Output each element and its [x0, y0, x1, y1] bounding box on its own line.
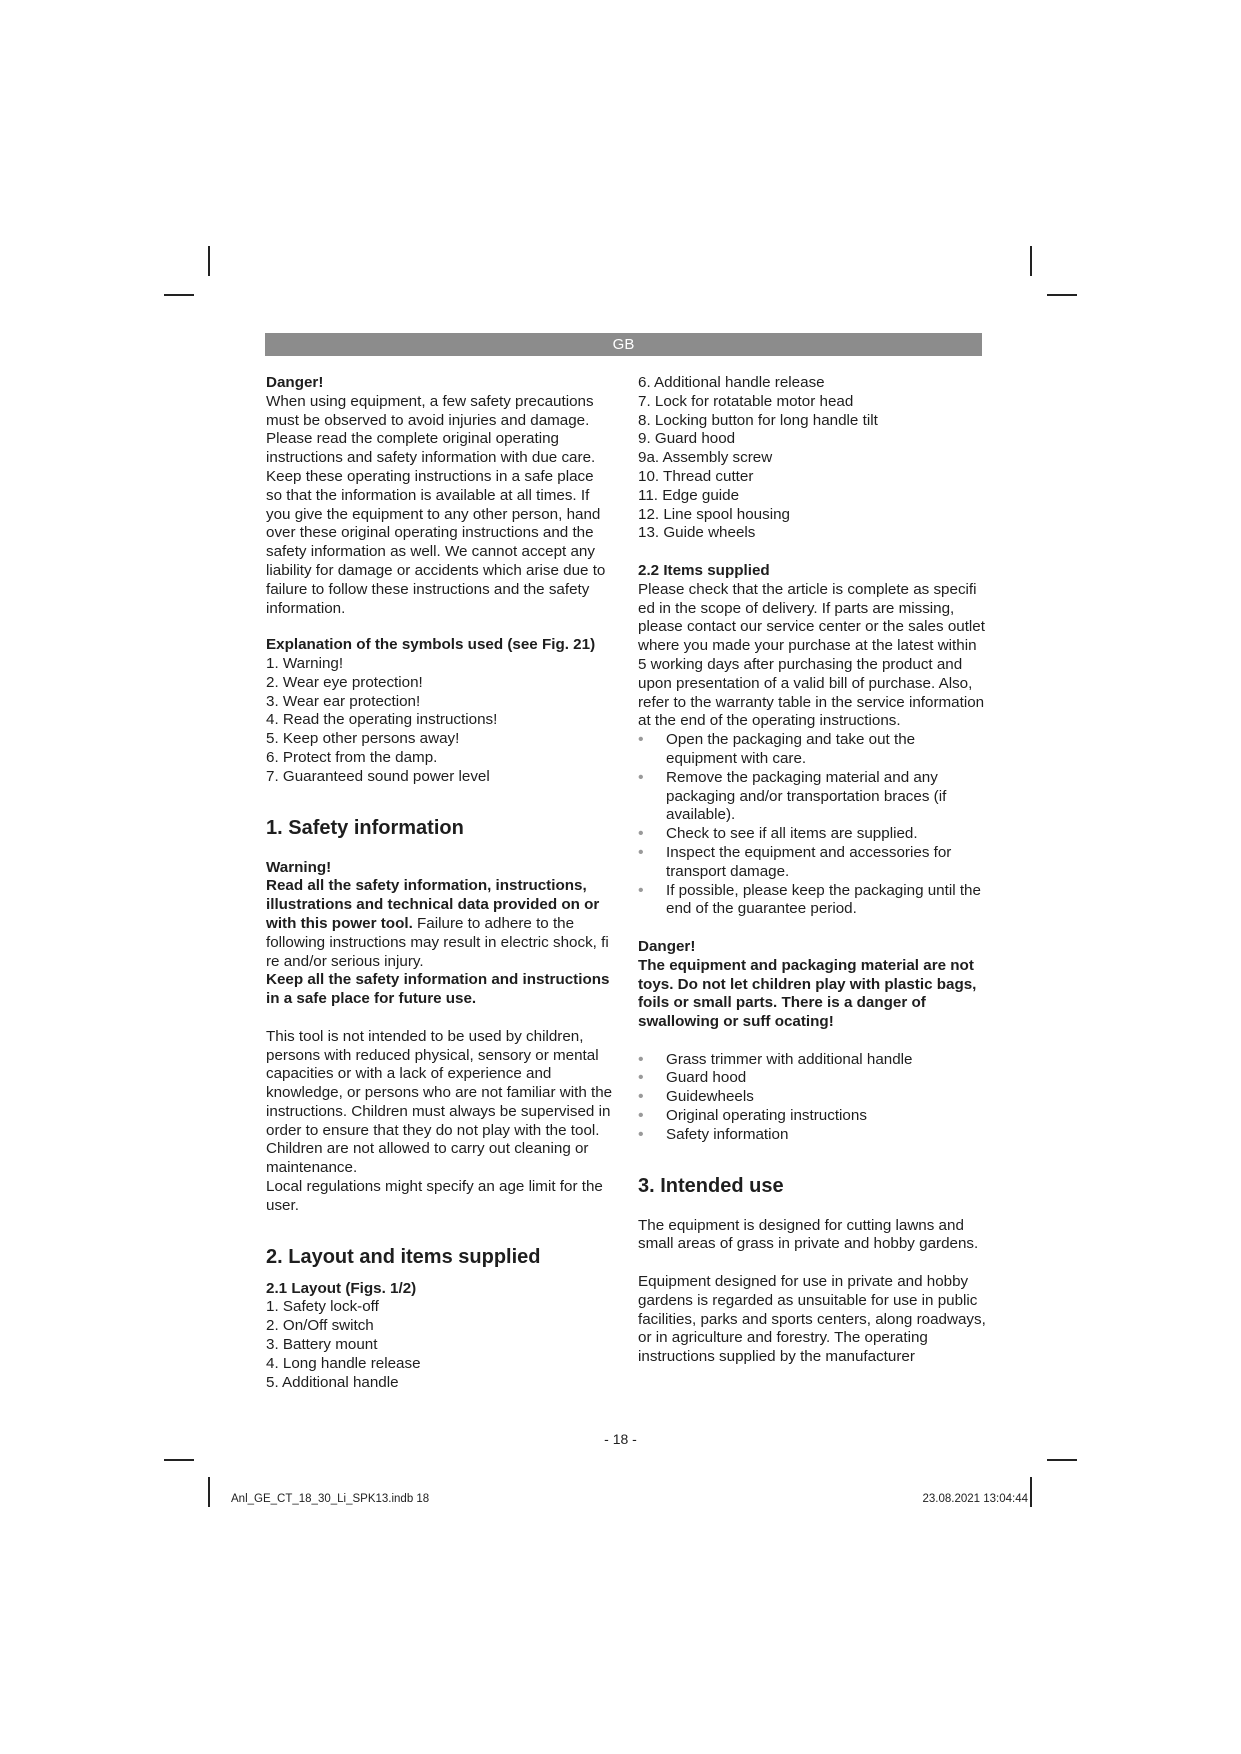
section-3-heading: 3. Intended use	[638, 1174, 784, 1197]
list-item: • Safety information	[638, 1126, 986, 1145]
list-item: 5. Keep other persons away!	[266, 730, 460, 748]
list-item: 7. Guaranteed sound power level	[266, 767, 490, 785]
crop-mark	[1047, 1459, 1077, 1461]
items-supplied-paragraph: Please check that the article is complete as specifi ed in the scope of delivery. If parts are missing, please contact our service center or the sales outlet where you made your purchase at the latest within 5 working days after purchasing the product and upon presentation of a valid bill of purchase. Also, refer to the warranty table in the service information at the end of the operating instructions.	[638, 580, 985, 730]
language-header-bar	[265, 333, 982, 356]
crop-mark	[164, 294, 194, 296]
list-item: 10. Thread cutter	[638, 467, 754, 485]
list-item: 3. Battery mount	[266, 1336, 378, 1354]
list-item: 2. Wear eye protection!	[266, 673, 423, 691]
list-item: 5. Additional handle	[266, 1373, 399, 1391]
page-number: - 18 -	[604, 1431, 637, 1447]
intended-use-paragraph-2: Equipment designed for use in private and hobby gardens is regarded as unsuitable for use in public facilities, parks and sports centers, along roadways, or in agriculture and forestry. The operating instructions supplied by the manufacturer	[638, 1273, 986, 1366]
list-item: 12. Line spool housing	[638, 505, 790, 523]
section-1-heading: 1. Safety information	[266, 816, 464, 839]
footer-file-name: Anl_GE_CT_18_30_Li_SPK13.indb 18	[231, 1493, 430, 1505]
footer-timestamp: 23.08.2021 13:04:44	[922, 1493, 1028, 1505]
list-item: • Grass trimmer with additional handle	[638, 1051, 986, 1070]
crop-mark	[1030, 246, 1032, 276]
list-item: 9. Guard hood	[638, 430, 736, 448]
danger-heading: Danger!	[266, 374, 324, 391]
language-tab: GB	[612, 336, 635, 353]
local-regulations-paragraph: Local regulations might specify an age limit for the user.	[266, 1178, 603, 1214]
list-item: 4. Long handle release	[266, 1354, 421, 1372]
list-item: • Guard hood	[638, 1069, 986, 1088]
layout-list	[266, 1298, 613, 1392]
crop-mark	[1030, 1477, 1032, 1507]
crop-mark	[208, 246, 210, 276]
list-item: 1. Warning!	[266, 654, 344, 672]
list-item: 9a. Assembly screw	[638, 449, 773, 467]
list-item: • If possible, please keep the packaging until the end of the guarantee period.	[638, 882, 986, 920]
list-item: • Original operating instructions	[638, 1107, 986, 1126]
warning-paragraph	[266, 877, 613, 971]
list-item: 4. Read the operating instructions!	[266, 711, 498, 729]
keep-safe-notice: Keep all the safety information and instructions in a safe place for future use.	[266, 971, 610, 1008]
danger-paragraph: When using equipment, a few safety precautions must be observed to avoid injuries and damage. Please read the complete original operating instructions and safety information with due care. Keep these operating instructions in a safe place so that the information is available at all times. If you give the equipment to any other person, hand over these original operating instructions and the safety information as well. We cannot accept any liability for damage or accidents which arise due to failure to follow these instructions and the safety information.	[266, 392, 606, 617]
unpacking-list	[638, 731, 986, 919]
warning-bold-text: Read all the safety information, instructions, illustrations and technical data provided on or with this power tool.	[266, 877, 600, 932]
list-item: 6. Additional handle release	[638, 374, 825, 391]
list-item: 8. Locking button for long handle tilt	[638, 411, 878, 429]
right-column	[638, 374, 986, 1367]
list-item: 7. Lock for rotatable motor head	[638, 392, 854, 410]
crop-mark	[164, 1459, 194, 1461]
warning-heading: Warning!	[266, 858, 332, 876]
intended-use-paragraph-1: The equipment is designed for cutting lawns and small areas of grass in private and hobby gardens.	[638, 1216, 979, 1253]
danger-paragraph-2: The equipment and packaging material are not toys. Do not let children play with plastic bags, foils or small parts. There is a danger of swallowing or suff ocating!	[638, 956, 977, 1031]
left-column	[266, 374, 613, 1392]
items-supplied-heading: 2.2 Items supplied	[638, 561, 770, 579]
list-item: 3. Wear ear protection!	[266, 692, 421, 710]
list-item: 2. On/Off switch	[266, 1317, 374, 1335]
crop-mark	[208, 1477, 210, 1507]
list-item: 13. Guide wheels	[638, 524, 756, 542]
list-item: • Inspect the equipment and accessories for transport damage.	[638, 844, 986, 882]
list-item: • Open the packaging and take out the equipment with care.	[638, 731, 986, 769]
layout-list-continued	[638, 374, 986, 543]
section-2-heading: 2. Layout and items supplied	[266, 1245, 541, 1268]
list-item: • Remove the packaging material and any packaging and/or transportation braces (if available).	[638, 769, 986, 825]
list-item: • Guidewheels	[638, 1088, 986, 1107]
children-paragraph: This tool is not intended to be used by children, persons with reduced physical, sensory or mental capacities or with a lack of experience and knowledge, or persons who are not familiar with the instructions. Children must always be supervised in order to ensure that they do not play with the tool. Children are not allowed to carry out cleaning or maintenance.	[266, 1027, 613, 1177]
list-item: • Check to see if all items are supplied.	[638, 825, 986, 844]
symbols-heading: Explanation of the symbols used (see Fig. 21)	[266, 636, 596, 654]
list-item: 6. Protect from the damp.	[266, 748, 438, 766]
warning-normal-text: Failure to adhere to the following instructions may result in electric shock, fi re and/or serious injury.	[266, 914, 609, 970]
layout-heading: 2.1 Layout (Figs. 1/2)	[266, 1279, 417, 1297]
danger-heading-2: Danger!	[638, 937, 696, 955]
crop-mark	[1047, 294, 1077, 296]
symbols-list	[266, 655, 613, 787]
list-item: 1. Safety lock-off	[266, 1298, 379, 1316]
delivery-contents-list	[638, 1051, 986, 1145]
list-item: 11. Edge guide	[638, 486, 740, 504]
